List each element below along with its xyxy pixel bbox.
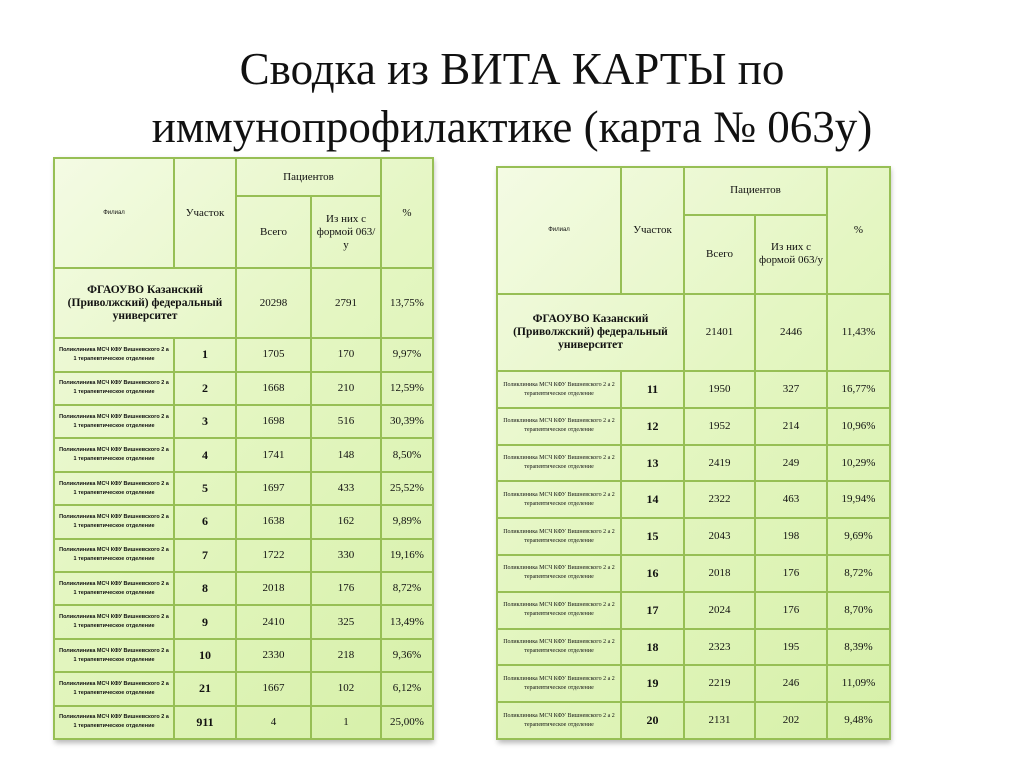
branch-name: Поликлиника МСЧ КФУ Вишневского 2 а 2 терапевтическое отделение (497, 481, 621, 518)
branch-name: Поликлиника МСЧ КФУ Вишневского 2 а 2 терапевтическое отделение (497, 592, 621, 629)
table-row (497, 445, 890, 482)
percent-value: 9,69% (827, 518, 890, 555)
summary-percent: 11,43% (827, 294, 890, 371)
table-row (54, 672, 433, 705)
patients-with-form: 325 (311, 605, 381, 638)
percent-value: 8,39% (827, 629, 890, 666)
total-patients: 1950 (684, 371, 755, 408)
site-number: 12 (621, 408, 684, 445)
patients-with-form: 330 (311, 539, 381, 572)
header-row (54, 158, 433, 196)
percent-value: 6,12% (381, 672, 433, 705)
site-number: 17 (621, 592, 684, 629)
header-total: Всего (236, 196, 311, 268)
site-number: 4 (174, 438, 236, 471)
table-row (54, 572, 433, 605)
left-summary-table (53, 157, 432, 740)
percent-value: 9,36% (381, 639, 433, 672)
site-number: 911 (174, 706, 236, 739)
branch-name: Поликлиника МСЧ КФУ Вишневского 2 а 2 терапевтическое отделение (497, 408, 621, 445)
site-number: 19 (621, 665, 684, 702)
table-row (497, 555, 890, 592)
summary-row (497, 294, 890, 371)
summary-row (54, 268, 433, 338)
site-number: 8 (174, 572, 236, 605)
patients-with-form: 218 (311, 639, 381, 672)
patients-with-form: 176 (755, 555, 827, 592)
table-row (497, 629, 890, 666)
site-number: 20 (621, 702, 684, 739)
branch-name: Поликлиника МСЧ КФУ Вишневского 2 а 2 терапевтическое отделение (497, 702, 621, 739)
total-patients: 2322 (684, 481, 755, 518)
summary-total: 20298 (236, 268, 311, 338)
patients-with-form: 102 (311, 672, 381, 705)
total-patients: 2323 (684, 629, 755, 666)
total-patients: 2043 (684, 518, 755, 555)
total-patients: 2410 (236, 605, 311, 638)
percent-value: 19,16% (381, 539, 433, 572)
percent-value: 16,77% (827, 371, 890, 408)
site-number: 18 (621, 629, 684, 666)
patients-with-form: 162 (311, 505, 381, 538)
table-row (54, 338, 433, 371)
header-patients: Пациентов (684, 167, 827, 215)
patients-with-form: 202 (755, 702, 827, 739)
percent-value: 10,29% (827, 445, 890, 482)
header-percent: % (381, 158, 433, 268)
patients-with-form: 198 (755, 518, 827, 555)
patients-with-form: 246 (755, 665, 827, 702)
percent-value: 8,50% (381, 438, 433, 471)
patients-with-form: 463 (755, 481, 827, 518)
site-number: 10 (174, 639, 236, 672)
slide-title-line-1: Сводка из ВИТА КАРТЫ по (239, 44, 785, 94)
site-number: 16 (621, 555, 684, 592)
total-patients: 1705 (236, 338, 311, 371)
site-number: 7 (174, 539, 236, 572)
total-patients: 1668 (236, 372, 311, 405)
branch-name: Поликлиника МСЧ КФУ Вишневского 2 а 2 терапевтическое отделение (497, 665, 621, 702)
total-patients: 2024 (684, 592, 755, 629)
percent-value: 10,96% (827, 408, 890, 445)
percent-value: 9,97% (381, 338, 433, 371)
site-number: 3 (174, 405, 236, 438)
summary-percent: 13,75% (381, 268, 433, 338)
percent-value: 12,59% (381, 372, 433, 405)
header-patients: Пациентов (236, 158, 381, 196)
header-branch: Филиал (497, 167, 621, 294)
total-patients: 1638 (236, 505, 311, 538)
table-row (497, 481, 890, 518)
immunization-table-right (496, 166, 891, 740)
table-row (497, 702, 890, 739)
patients-with-form: 214 (755, 408, 827, 445)
patients-with-form: 249 (755, 445, 827, 482)
table-row (54, 472, 433, 505)
branch-name: Поликлиника МСЧ КФУ Вишневского 2 а 1 терапевтическое отделение (54, 539, 174, 572)
total-patients: 2018 (236, 572, 311, 605)
percent-value: 25,52% (381, 472, 433, 505)
total-patients: 1722 (236, 539, 311, 572)
header-site: Участок (621, 167, 684, 294)
branch-name: Поликлиника МСЧ КФУ Вишневского 2 а 1 терапевтическое отделение (54, 372, 174, 405)
percent-value: 30,39% (381, 405, 433, 438)
branch-name: Поликлиника МСЧ КФУ Вишневского 2 а 1 терапевтическое отделение (54, 706, 174, 739)
percent-value: 11,09% (827, 665, 890, 702)
total-patients: 4 (236, 706, 311, 739)
summary-with-form: 2791 (311, 268, 381, 338)
total-patients: 2419 (684, 445, 755, 482)
patients-with-form: 516 (311, 405, 381, 438)
branch-name: Поликлиника МСЧ КФУ Вишневского 2 а 2 терапевтическое отделение (497, 371, 621, 408)
table-row (54, 505, 433, 538)
percent-value: 19,94% (827, 481, 890, 518)
percent-value: 9,89% (381, 505, 433, 538)
site-number: 11 (621, 371, 684, 408)
site-number: 15 (621, 518, 684, 555)
percent-value: 13,49% (381, 605, 433, 638)
total-patients: 1667 (236, 672, 311, 705)
slide-title-line-2: иммунопрофилактике (карта № 063у) (151, 102, 873, 152)
summary-total: 21401 (684, 294, 755, 371)
site-number: 1 (174, 338, 236, 371)
site-number: 2 (174, 372, 236, 405)
branch-name: Поликлиника МСЧ КФУ Вишневского 2 а 1 терапевтическое отделение (54, 639, 174, 672)
header-branch: Филиал (54, 158, 174, 268)
total-patients: 1698 (236, 405, 311, 438)
right-table-body (497, 371, 890, 739)
site-number: 14 (621, 481, 684, 518)
site-number: 13 (621, 445, 684, 482)
patients-with-form: 210 (311, 372, 381, 405)
table-row (54, 405, 433, 438)
patients-with-form: 433 (311, 472, 381, 505)
header-row (497, 167, 890, 215)
left-table-body (54, 338, 433, 739)
header-site: Участок (174, 158, 236, 268)
branch-name: Поликлиника МСЧ КФУ Вишневского 2 а 1 терапевтическое отделение (54, 338, 174, 371)
total-patients: 1952 (684, 408, 755, 445)
table-row (54, 706, 433, 739)
patients-with-form: 148 (311, 438, 381, 471)
branch-name: Поликлиника МСЧ КФУ Вишневского 2 а 2 терапевтическое отделение (497, 518, 621, 555)
patients-with-form: 170 (311, 338, 381, 371)
total-patients: 2219 (684, 665, 755, 702)
percent-value: 8,72% (381, 572, 433, 605)
branch-name: Поликлиника МСЧ КФУ Вишневского 2 а 1 терапевтическое отделение (54, 405, 174, 438)
table-row (497, 665, 890, 702)
table-row (497, 592, 890, 629)
site-number: 9 (174, 605, 236, 638)
total-patients: 2330 (236, 639, 311, 672)
total-patients: 1741 (236, 438, 311, 471)
table-row (54, 438, 433, 471)
percent-value: 8,70% (827, 592, 890, 629)
table-row (497, 408, 890, 445)
table-row (497, 518, 890, 555)
branch-name: Поликлиника МСЧ КФУ Вишневского 2 а 2 терапевтическое отделение (497, 555, 621, 592)
right-summary-table (496, 166, 889, 740)
org-name: ФГАОУВО Казанский (Приволжский) федеральный университет (54, 268, 236, 338)
branch-name: Поликлиника МСЧ КФУ Вишневского 2 а 1 терапевтическое отделение (54, 605, 174, 638)
patients-with-form: 176 (311, 572, 381, 605)
header-percent: % (827, 167, 890, 294)
site-number: 6 (174, 505, 236, 538)
table-row (497, 371, 890, 408)
patients-with-form: 327 (755, 371, 827, 408)
total-patients: 2131 (684, 702, 755, 739)
table-row (54, 372, 433, 405)
patients-with-form: 195 (755, 629, 827, 666)
slide-title (0, 40, 1024, 156)
table-row (54, 539, 433, 572)
branch-name: Поликлиника МСЧ КФУ Вишневского 2 а 2 терапевтическое отделение (497, 629, 621, 666)
percent-value: 8,72% (827, 555, 890, 592)
header-with-form: Из них с формой 063/у (755, 215, 827, 294)
patients-with-form: 1 (311, 706, 381, 739)
org-name: ФГАОУВО Казанский (Приволжский) федеральный университет (497, 294, 684, 371)
branch-name: Поликлиника МСЧ КФУ Вишневского 2 а 1 терапевтическое отделение (54, 472, 174, 505)
site-number: 5 (174, 472, 236, 505)
total-patients: 1697 (236, 472, 311, 505)
branch-name: Поликлиника МСЧ КФУ Вишневского 2 а 1 терапевтическое отделение (54, 572, 174, 605)
branch-name: Поликлиника МСЧ КФУ Вишневского 2 а 1 терапевтическое отделение (54, 505, 174, 538)
immunization-table-left (53, 157, 434, 740)
header-total: Всего (684, 215, 755, 294)
branch-name: Поликлиника МСЧ КФУ Вишневского 2 а 1 терапевтическое отделение (54, 672, 174, 705)
percent-value: 9,48% (827, 702, 890, 739)
patients-with-form: 176 (755, 592, 827, 629)
table-row (54, 639, 433, 672)
branch-name: Поликлиника МСЧ КФУ Вишневского 2 а 2 терапевтическое отделение (497, 445, 621, 482)
percent-value: 25,00% (381, 706, 433, 739)
header-with-form: Из них с формой 063/у (311, 196, 381, 268)
site-number: 21 (174, 672, 236, 705)
total-patients: 2018 (684, 555, 755, 592)
summary-with-form: 2446 (755, 294, 827, 371)
table-row (54, 605, 433, 638)
branch-name: Поликлиника МСЧ КФУ Вишневского 2 а 1 терапевтическое отделение (54, 438, 174, 471)
